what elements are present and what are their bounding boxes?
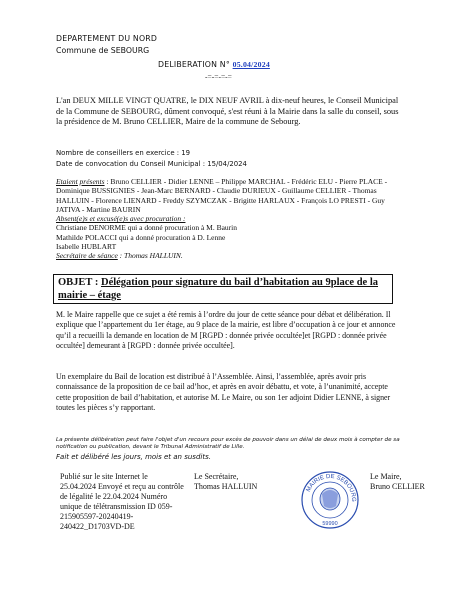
publication-info: Publié sur le site Internet le 25.04.2024 Envoyé et reçu au contrôle de légalité le 22.04.2024 Numéro unique de télétransmission ID 059-215905597-20240419-240422_D1703VD-DE — [60, 472, 184, 531]
mayor-name: Bruno CELLIER — [370, 482, 425, 491]
recours-notice: La présente délibération peut faire l'objet d'un recours pour excès de pouvoir dans un délai de deux mois à compter de sa notification ou publication, devant le Tribunal Administratif de Lille. — [56, 437, 400, 451]
convocation-date: Date de convocation du Conseil Municipal : 15/04/2024 — [56, 160, 247, 168]
absent-label: Absent(e)s et excusé(e)s avec procuration : — [56, 214, 186, 224]
present-list — [56, 177, 401, 214]
objet-label: OBJET : — [58, 277, 99, 288]
body-paragraph-1: M. le Maire rappelle que ce sujet a été remis à l’ordre du jour de cette séance pour débat et délibération. Il explique que l’appartement du 1er étage, au 9 place de la mairie, est libre d’occupation à ce jour et annonce qu’il a recueilli la demande en location de M [RGPD : donnée privée occultée]et [RGPD : donnée privée occultée] demeurant à [RGPD : donnée privée occultée]. — [56, 310, 396, 351]
mairie-seal-stamp — [300, 470, 360, 530]
proxy-item: Isabelle HUBLART — [56, 242, 117, 252]
attendance-block — [56, 177, 401, 261]
seal-code: 59990 — [322, 521, 338, 527]
deliberation-title — [158, 60, 270, 69]
present-label: Etaient présents — [56, 177, 105, 186]
proxy-item: Mathilde POLACCI qui a donné procuration à D. Lenne — [56, 232, 226, 242]
secretary-line — [56, 251, 401, 260]
commune-heading: Commune de SEBOURG — [56, 46, 150, 55]
present-names: : Bruno CELLIER - Didier LENNE – Philippe MARCHAL - Frédéric ELU - Pierre PLACE - Dominique BUSSIGNIES - Jean-Marc BERNARD - Claudie DURIEUX - Guillaume CELLIER - Thomas HALLUIN - Florence LIENARD - Freddy SZYMCZAK - Brigitte HARLAUX - François LO PRESTI - Guy JATIVA - Martine BAURIN — [56, 177, 388, 214]
deliberation-number: 05.04/2024 — [232, 60, 270, 69]
secretary-name: : Thomas HALLUIN. — [117, 251, 183, 261]
seal-text: MAIRIE DE SEBOURG — [305, 473, 357, 502]
fait-line: Fait et délibéré les jours, mois et an susdits. — [56, 453, 211, 461]
deliberation-prefix: DELIBERATION N° — [158, 60, 230, 69]
proxy-item: Christiane DENORME qui a donné procuration à M. Baurin — [56, 223, 238, 233]
intro-paragraph: L'an DEUX MILLE VINGT QUATRE, le DIX NEUF AVRIL à dix-neuf heures, le Conseil Municipal de la Commune de SEBOURG, dûment convoqué, s'est réuni à la Mairie dans la salle du conseil, sous la présidence de M. Bruno CELLIER, Maire de la commune de Sebourg. — [56, 96, 399, 127]
secretary-title: Le Secrétaire, — [194, 472, 239, 481]
separator: -=-=-=-= — [205, 72, 232, 81]
conseillers-count: Nombre de conseillers en exercice : 19 — [56, 149, 191, 157]
department-heading: DEPARTEMENT DU NORD — [56, 34, 158, 43]
secretary-signature — [194, 472, 257, 492]
secretary-label: Secrétaire de séance — [56, 251, 118, 261]
mayor-signature — [370, 472, 425, 492]
objet-box — [53, 274, 393, 304]
body-paragraph-2: Un exemplaire du Bail de location est distribué à l’Assemblée. Ainsi, l’assemblée, après avoir pris connaissance de la proposition de ce bail ad’hoc, et après en avoir débattu, et vote, à l’unanimité, accepte cette proposition de bail d’habitation, et autorise M. Le Maire, ou son 1er adjoint Didier LENNE, à signer toutes les pièces s’y rapportant. — [56, 372, 391, 413]
secretary-name-sign: Thomas HALLUIN — [194, 482, 258, 491]
mayor-title: Le Maire, — [370, 472, 402, 481]
objet-title: Délégation pour signature du bail d’habitation au 9place de la mairie – étage — [58, 277, 379, 301]
